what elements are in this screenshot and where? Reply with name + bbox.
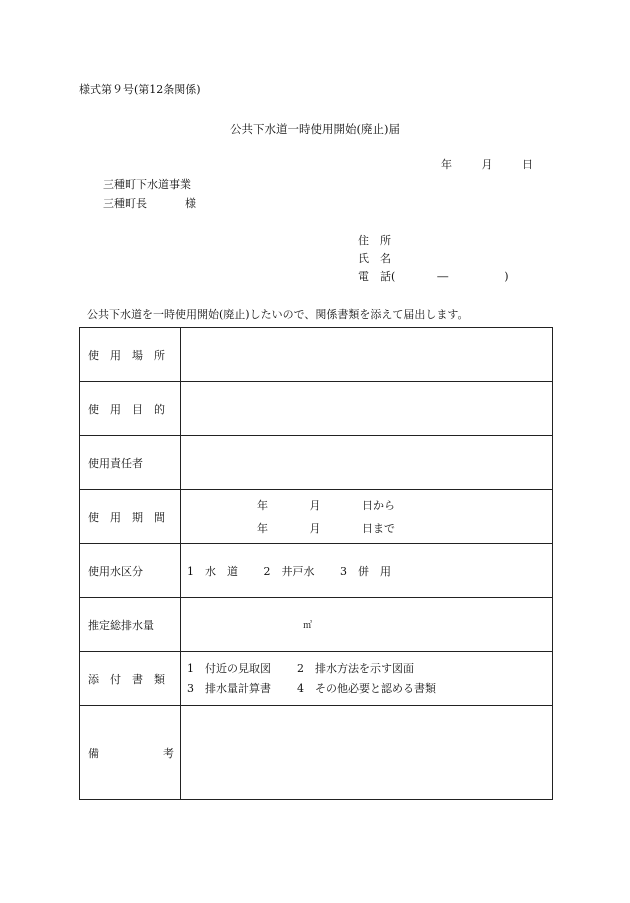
- attach-line-2: [187, 679, 552, 699]
- label-responsible: 使用責任者: [80, 436, 181, 490]
- phone-dash: ―: [437, 270, 449, 283]
- period-to-day: 日まで: [362, 522, 395, 535]
- phone-close: ): [504, 270, 509, 283]
- label-remarks: [80, 706, 181, 800]
- field-place[interactable]: [181, 328, 553, 382]
- water-option-2[interactable]: 2 井戸水: [263, 564, 315, 578]
- field-responsible[interactable]: [181, 436, 553, 490]
- row-drain: [80, 598, 553, 652]
- recipient-title: 三種町長: [103, 197, 147, 210]
- applicant-name-label: 氏 名: [358, 252, 391, 265]
- application-table: [79, 327, 553, 800]
- field-water[interactable]: [181, 544, 553, 598]
- attach-item-1: 1 付近の見取図: [187, 661, 271, 675]
- document-title: 公共下水道一時使用開始(廃止)届: [230, 122, 400, 136]
- period-from-day: 日から: [362, 499, 395, 512]
- applicant-phone: [358, 268, 509, 284]
- recipient-honorific: 様: [185, 197, 196, 210]
- date-month-label: 月: [481, 158, 493, 171]
- remarks-label-b: 考: [163, 746, 174, 760]
- row-attach: [80, 652, 553, 706]
- period-to-year: 年: [257, 522, 268, 535]
- field-purpose[interactable]: [181, 382, 553, 436]
- attach-item-4: 4 その他必要と認める書類: [297, 681, 436, 695]
- date-year-label: 年: [441, 158, 452, 171]
- row-place: [80, 328, 553, 382]
- recipient-mayor: [103, 195, 196, 211]
- submission-date: [441, 156, 533, 172]
- field-remarks[interactable]: [181, 706, 553, 800]
- applicant-address-label: 住 所: [358, 234, 391, 247]
- period-from: [187, 497, 552, 513]
- attach-item-2: 2 排水方法を示す図面: [297, 661, 414, 675]
- field-period[interactable]: [181, 490, 553, 544]
- row-purpose: [80, 382, 553, 436]
- field-attach: [181, 652, 553, 706]
- phone-label: 電 話(: [358, 270, 396, 283]
- recipient-office: 三種町下水道事業: [103, 178, 191, 191]
- attach-line-1: [187, 659, 552, 679]
- label-place: 使 用 場 所: [80, 328, 181, 382]
- label-water: 使用水区分: [80, 544, 181, 598]
- form-number: 様式第９号(第12条関係): [79, 83, 201, 96]
- period-from-year: 年: [257, 499, 268, 512]
- label-period: 使 用 期 間: [80, 490, 181, 544]
- water-option-1[interactable]: 1 水 道: [187, 564, 238, 578]
- row-water: [80, 544, 553, 598]
- date-day-label: 日: [522, 158, 533, 171]
- field-drain[interactable]: [181, 598, 553, 652]
- water-option-3[interactable]: 3 併 用: [340, 564, 391, 578]
- label-drain: 推定総排水量: [80, 598, 181, 652]
- remarks-label-a: 備: [88, 746, 99, 760]
- label-attach: 添 付 書 類: [80, 652, 181, 706]
- period-to: [187, 520, 552, 536]
- row-period: [80, 490, 553, 544]
- statement-text: 公共下水道を一時使用開始(廃止)したいので、関係書類を添えて届出します。: [87, 308, 469, 321]
- drain-unit: ㎥: [303, 621, 313, 631]
- period-from-month: 月: [309, 499, 321, 512]
- row-remarks: [80, 706, 553, 800]
- row-responsible: [80, 436, 553, 490]
- attach-item-3: 3 排水量計算書: [187, 681, 271, 695]
- period-to-month: 月: [309, 522, 321, 535]
- label-purpose: 使 用 目 的: [80, 382, 181, 436]
